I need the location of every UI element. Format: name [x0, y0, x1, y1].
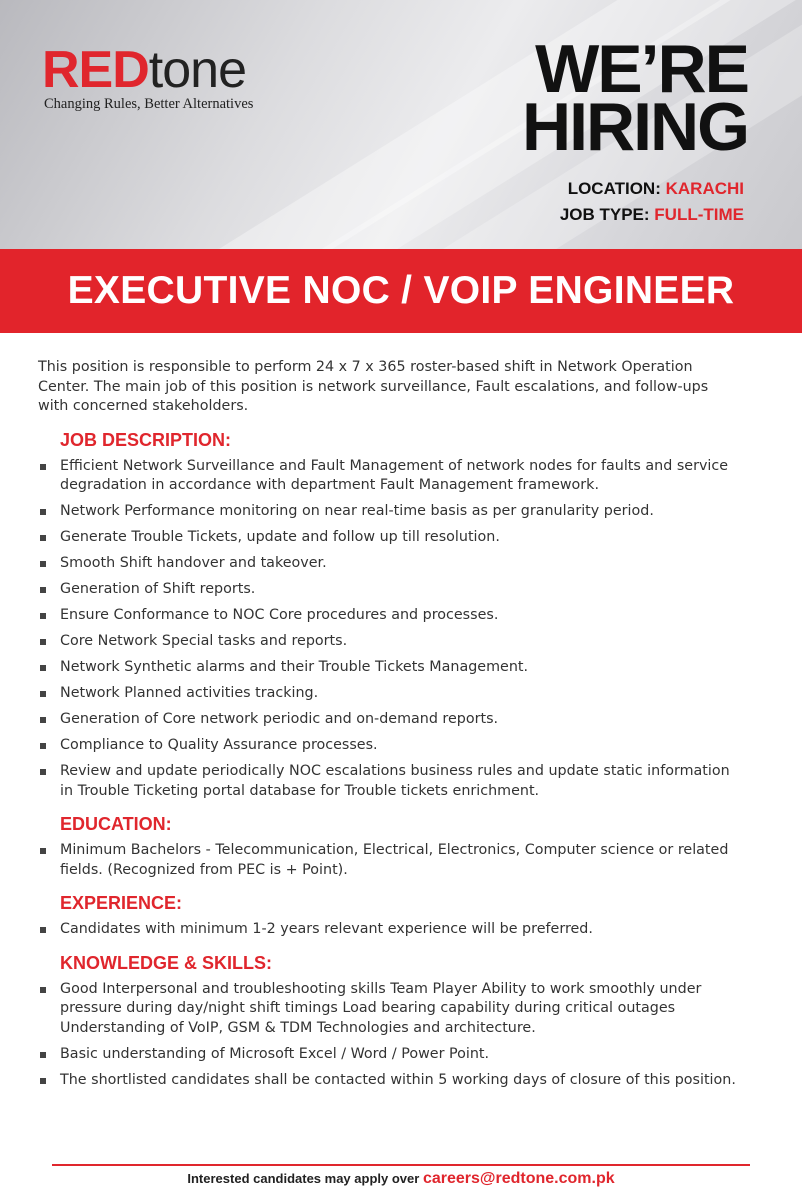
logo-tone-part: tone	[148, 41, 247, 99]
bullet-list	[38, 980, 738, 1091]
list-item-text: Network Planned activities tracking.	[60, 685, 319, 701]
footer	[0, 1170, 802, 1188]
list-item	[38, 1045, 738, 1065]
section-heading: JOB DESCRIPTION:	[60, 429, 232, 450]
logo-red-part: RED	[42, 41, 149, 99]
square-bullet-icon	[40, 987, 46, 993]
list-item-text: Review and update periodically NOC escalations business rules and update static information in Trouble Ticketing portal database for Trouble tickets enrichment.	[60, 763, 730, 799]
list-item	[38, 980, 738, 1039]
list-item	[38, 710, 738, 730]
list-item	[38, 528, 738, 548]
list-item-text: Generation of Shift reports.	[60, 581, 256, 597]
list-item	[38, 632, 738, 652]
list-item	[38, 1071, 738, 1091]
location-row	[560, 176, 744, 202]
list-item-text: The shortlisted candidates shall be contacted within 5 working days of closure of this position.	[60, 1071, 736, 1088]
list-item-text: Good Interpersonal and troubleshooting skills Team Player Ability to work smoothly under pressure during day/night shift timings Load bearing capability during critical outages Understanding of VoIP, GSM & TDM Technologies and architecture.	[60, 980, 702, 1036]
list-item-text: Core Network Special tasks and reports.	[60, 633, 348, 649]
list-item-text: Generate Trouble Tickets, update and follow up till resolution.	[60, 529, 500, 545]
job-type-label: JOB TYPE:	[559, 205, 650, 224]
bullet-list	[38, 920, 738, 940]
square-bullet-icon	[40, 613, 46, 619]
list-item-text: Efficient Network Surveillance and Fault Management of network nodes for faults and service degradation in accordance with department Fault Management framework.	[60, 457, 729, 493]
list-item	[38, 658, 738, 678]
square-bullet-icon	[40, 665, 46, 671]
list-item-text: Smooth Shift handover and takeover.	[60, 555, 327, 571]
square-bullet-icon	[40, 1052, 46, 1058]
list-item	[38, 554, 738, 574]
list-item	[38, 684, 738, 704]
list-item-text: Candidates with minimum 1-2 years relevant experience will be preferred.	[60, 921, 593, 937]
list-item-text: Network Performance monitoring on near real-time basis as per granularity period.	[60, 503, 654, 519]
hiring-line-2: HIRING	[522, 89, 748, 165]
footer-text: Interested candidates may apply over	[187, 1171, 420, 1186]
list-item	[38, 502, 738, 522]
footer-divider	[52, 1164, 750, 1166]
list-item-text: Ensure Conformance to NOC Core procedures and processes.	[60, 607, 499, 623]
job-content	[38, 358, 738, 1097]
job-type-value: FULL-TIME	[654, 205, 744, 224]
square-bullet-icon	[40, 848, 46, 854]
intro-paragraph: This position is responsible to perform 24 x 7 x 365 roster-based shift in Network Operation Center. The main job of this position is network surveillance, Fault escalations, and follow-ups with concerned stakeholders.	[38, 359, 709, 414]
square-bullet-icon	[40, 691, 46, 697]
square-bullet-icon	[40, 717, 46, 723]
location-value: KARACHI	[665, 179, 744, 198]
job-type-row	[560, 202, 744, 228]
square-bullet-icon	[40, 743, 46, 749]
job-title: EXECUTIVE NOC / VOIP ENGINEER	[67, 269, 735, 312]
section-heading: EXPERIENCE:	[60, 893, 183, 913]
list-item	[38, 606, 738, 626]
list-item-text: Basic understanding of Microsoft Excel / Word / Power Point.	[60, 1045, 490, 1062]
location-label: LOCATION:	[567, 179, 661, 198]
square-bullet-icon	[40, 927, 46, 933]
hiring-line-1: WE’RE	[535, 31, 748, 107]
square-bullet-icon	[40, 464, 46, 470]
list-item-text: Compliance to Quality Assurance processes.	[60, 737, 378, 753]
square-bullet-icon	[40, 639, 46, 645]
square-bullet-icon	[40, 535, 46, 541]
square-bullet-icon	[40, 769, 46, 775]
bullet-list	[38, 457, 738, 802]
list-item	[38, 736, 738, 756]
list-item-text: Generation of Core network periodic and on-demand reports.	[60, 711, 499, 727]
bullet-list	[38, 841, 738, 880]
section-heading: KNOWLEDGE & SKILLS:	[60, 952, 272, 973]
square-bullet-icon	[40, 561, 46, 567]
list-item	[38, 762, 738, 801]
careers-email-link[interactable]: careers@redtone.com.pk	[422, 1170, 615, 1187]
header-banner	[0, 0, 802, 250]
square-bullet-icon	[40, 1078, 46, 1084]
list-item	[38, 457, 738, 496]
list-item	[38, 580, 738, 600]
list-item-text: Minimum Bachelors - Telecommunication, Electrical, Electronics, Computer science or related fields. (Recognized from PEC is + Point).	[60, 842, 729, 878]
logo-tagline: Changing Rules, Better Alternatives	[44, 96, 254, 112]
square-bullet-icon	[40, 509, 46, 515]
title-band	[0, 249, 802, 333]
sections-container	[38, 429, 738, 1091]
square-bullet-icon	[40, 587, 46, 593]
logo-wordmark	[42, 41, 253, 99]
redtone-logo	[42, 41, 254, 113]
list-item-text: Network Synthetic alarms and their Trouble Tickets Management.	[60, 659, 529, 675]
hiring-headline	[522, 31, 748, 165]
list-item	[38, 841, 738, 880]
list-item	[38, 920, 738, 940]
job-meta	[560, 176, 744, 228]
section-heading: EDUCATION:	[60, 814, 172, 834]
